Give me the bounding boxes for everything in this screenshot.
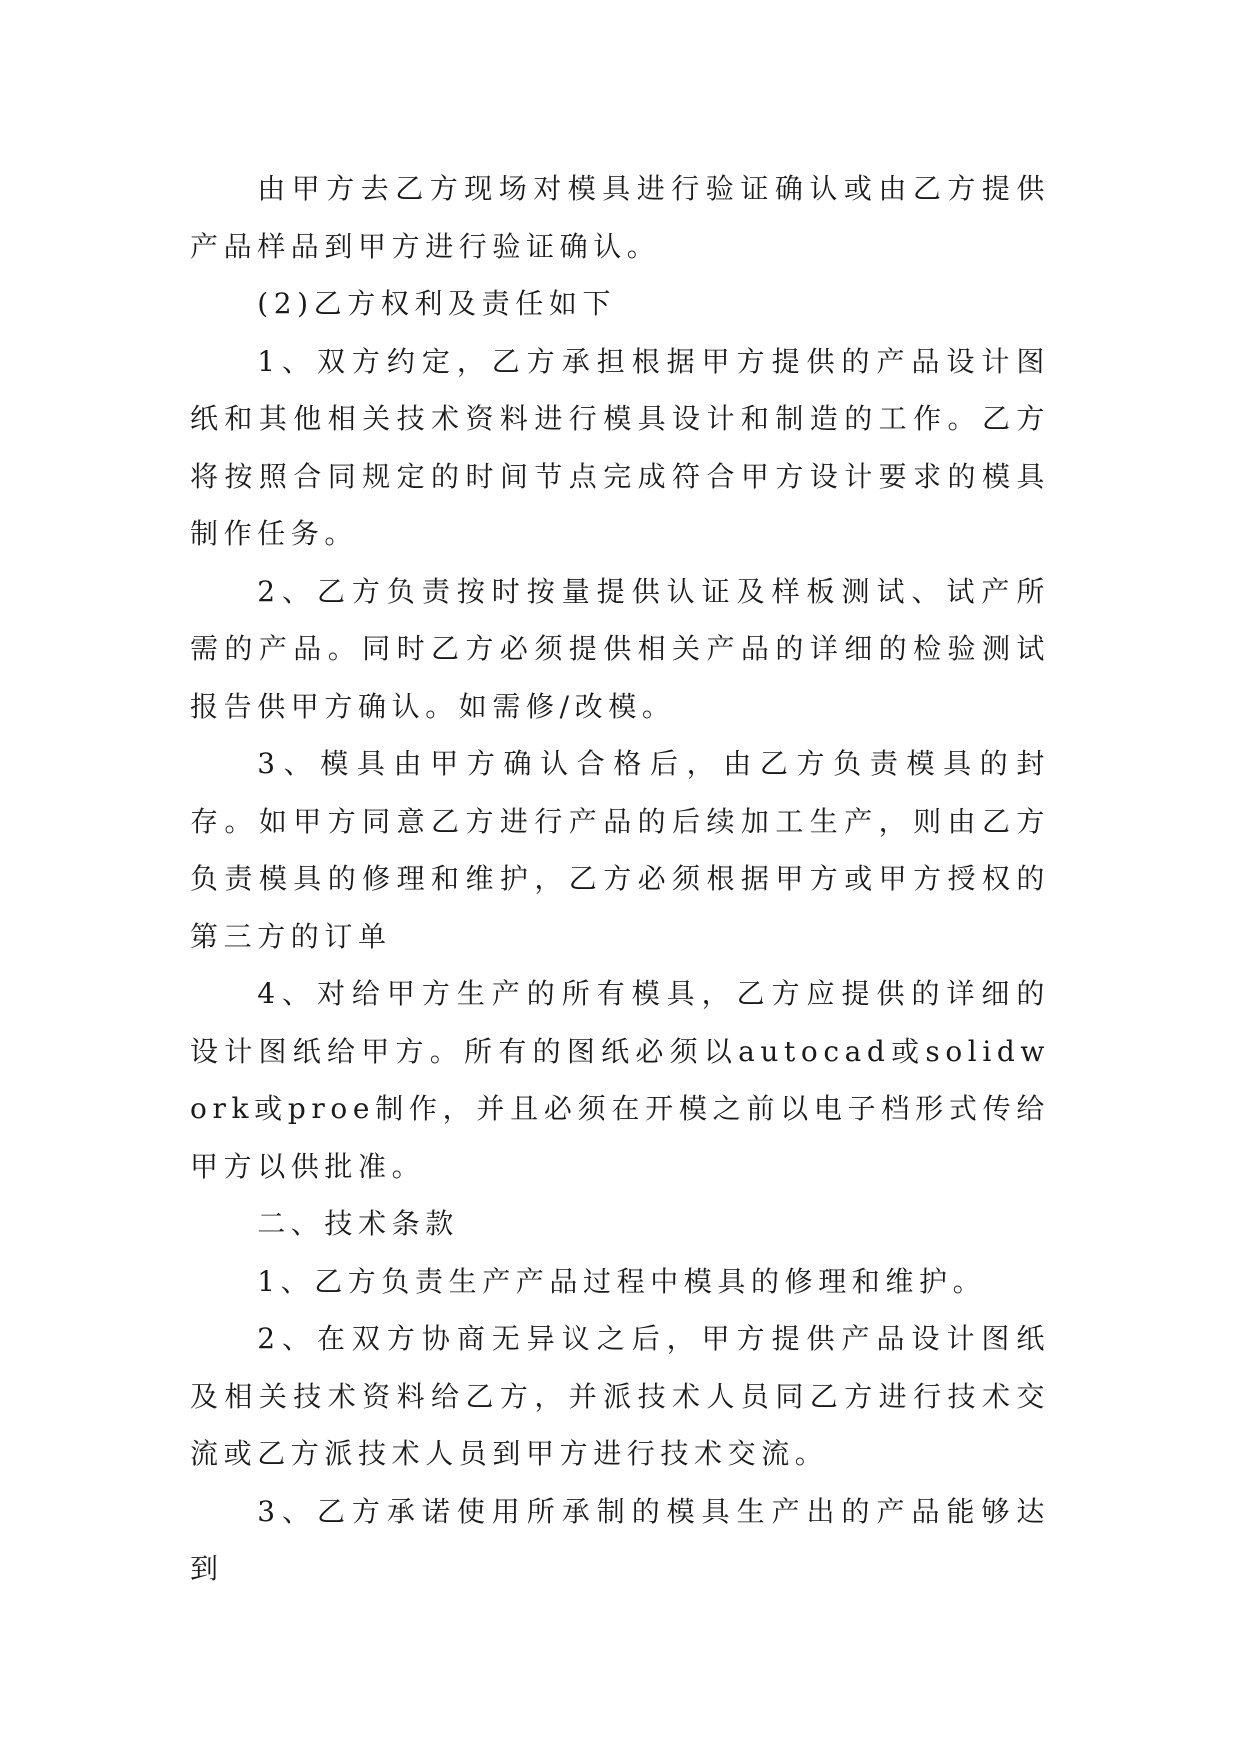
paragraph-item-1: 1、双方约定，乙方承担根据甲方提供的产品设计图纸和其他相关技术资料进行模具设计和制造的工作。乙方将按照合同规定的时间节点完成符合甲方设计要求的模具制作任务。: [190, 344, 1050, 550]
paragraph-verification: 由甲方去乙方现场对模具进行验证确认或由乙方提供产品样品到甲方进行验证确认。: [190, 172, 1050, 263]
paragraph-tech-item-3: 3、乙方承诺使用所承制的模具生产出的产品能够达到: [190, 1494, 1050, 1585]
paragraph-tech-item-2: 2、在双方协商无异议之后，甲方提供产品设计图纸及相关技术资料给乙方，并派技术人员同乙方进行技术交流或乙方派技术人员到甲方进行技术交流。: [190, 1322, 1050, 1470]
paragraph-tech-item-1: 1、乙方负责生产产品过程中模具的修理和维护。: [257, 1264, 987, 1298]
section-heading-party-b-rights: (2)乙方权利及责任如下: [257, 287, 617, 320]
section-heading-technical-terms: 二、技术条款: [257, 1207, 459, 1240]
paragraph-item-4: 4、对给甲方生产的所有模具，乙方应提供的详细的设计图纸给甲方。所有的图纸必须以autocad或solidwork或proe制作，并且必须在开模之前以电子档形式传给甲方以供批准。: [190, 977, 1050, 1183]
document-body: [190, 160, 1050, 1598]
paragraph-item-2: 2、乙方负责按时按量提供认证及样板测试、试产所需的产品。同时乙方必须提供相关产品的详细的检验测试报告供甲方确认。如需修/改模。: [190, 574, 1050, 723]
paragraph-item-3: 3、模具由甲方确认合格后，由乙方负责模具的封存。如甲方同意乙方进行产品的后续加工生产，则由乙方负责模具的修理和维护，乙方必须根据甲方或甲方授权的第三方的订单: [190, 747, 1050, 953]
